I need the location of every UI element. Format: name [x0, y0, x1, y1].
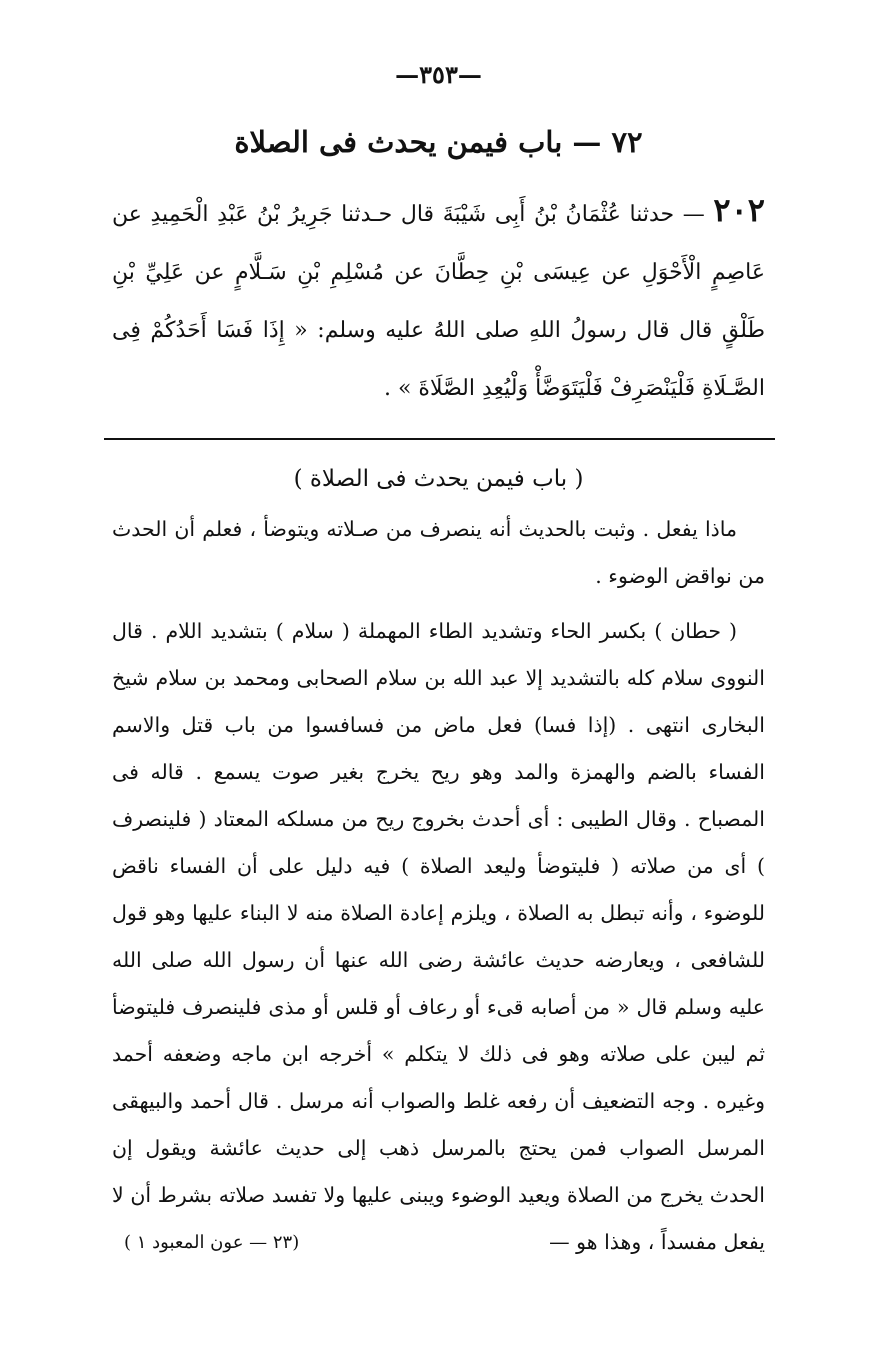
- footer-signature: (٢٣ — عون المعبود ١ ): [124, 1232, 300, 1253]
- commentary-heading: ( باب فيمن يحدث فى الصلاة ): [293, 466, 584, 492]
- chapter-heading: ٧٢ — باب فيمن يحدث فى الصلاة: [234, 125, 643, 159]
- page-number: —٣٥٣—: [395, 60, 482, 89]
- commentary-section: [112, 466, 765, 1266]
- hadith-text: — حدثنا عُثْمَانُ بْنُ أَبِى شَيْبَةَ قال حـدثنا جَرِيرُ بْنُ عَبْدِ الْحَمِيدِ عن عَاصِمٍ الْأَحْوَلِ عن عِيسَى بْنِ حِطَّانَ عن مُسْلِمِ بْنِ سَـلَّامٍ عن عَلِيِّ بْنِ طَلْقٍ قال قال رسولُ اللهِ صلى اللهُ عليه وسلم: « إِذَا فَسَا أَحَدُكُمْ فِى الصَّـلَاةِ فَلْيَنْصَرِفْ فَلْيَتَوَضَّأْ وَلْيُعِدِ الصَّلَاةَ » .: [112, 202, 765, 401]
- hadith-number: ٢٠٢: [713, 191, 765, 229]
- commentary-paragraph: ماذا يفعل . وثبت بالحديث أنه ينصرف من صـلاته ويتوضأ ، فعلم أن الحدث من نواقض الوضوء .: [112, 517, 765, 588]
- hadith-text-block: [112, 181, 765, 418]
- section-divider: [104, 438, 775, 440]
- commentary-paragraph: ( حطان ) بكسر الحاء وتشديد الطاء المهملة ( سلام ) بتشديد اللام . قال النووى سلام كله بالتشديد إلا عبد الله بن سلام الصحابى ومحمد بن سلام شيخ البخارى انتهى . (إذا فسا) فعل ماض من فسافسوا من باب قتل والاسم الفساء بالضم والهمزة والمد وهو ريح يخرج بغير صوت يسمع . قاله فى المصباح . وقال الطيبى : أى أحدث بخروج ريح من مسلكه المعتاد ( فلينصرف ) أى من صلاته ( فليتوضأ وليعد الصلاة ) فيه دليل على أن الفساء ناقض للوضوء ، وأنه تبطل به الصلاة ، ويلزم إعادة الصلاة منه لا البناء عليها وهو قول للشافعى ، ويعارضه حديث عائشة رضى الله عنها أن رسول الله صلى الله عليه وسلم قال « من أصابه قىء أو رعاف أو قلس أو مذى فلينصرف فليتوضأ ثم ليبن على صلاته وهو فى ذلك لا يتكلم » أخرجه ابن ماجه وضعفه أحمد وغيره . وجه التضعيف أن رفعه غلط والصواب أنه مرسل . قال أحمد والبيهقى المرسل الصواب فمن يحتج بالمرسل ذهب إلى حديث عائشة ويقول إن الحدث يخرج من الصلاة ويعيد الوضوء ويبنى عليها ولا تفسد صلاته بشرط أن لا يفعل مفسداً ، وهذا هو —: [112, 619, 765, 1254]
